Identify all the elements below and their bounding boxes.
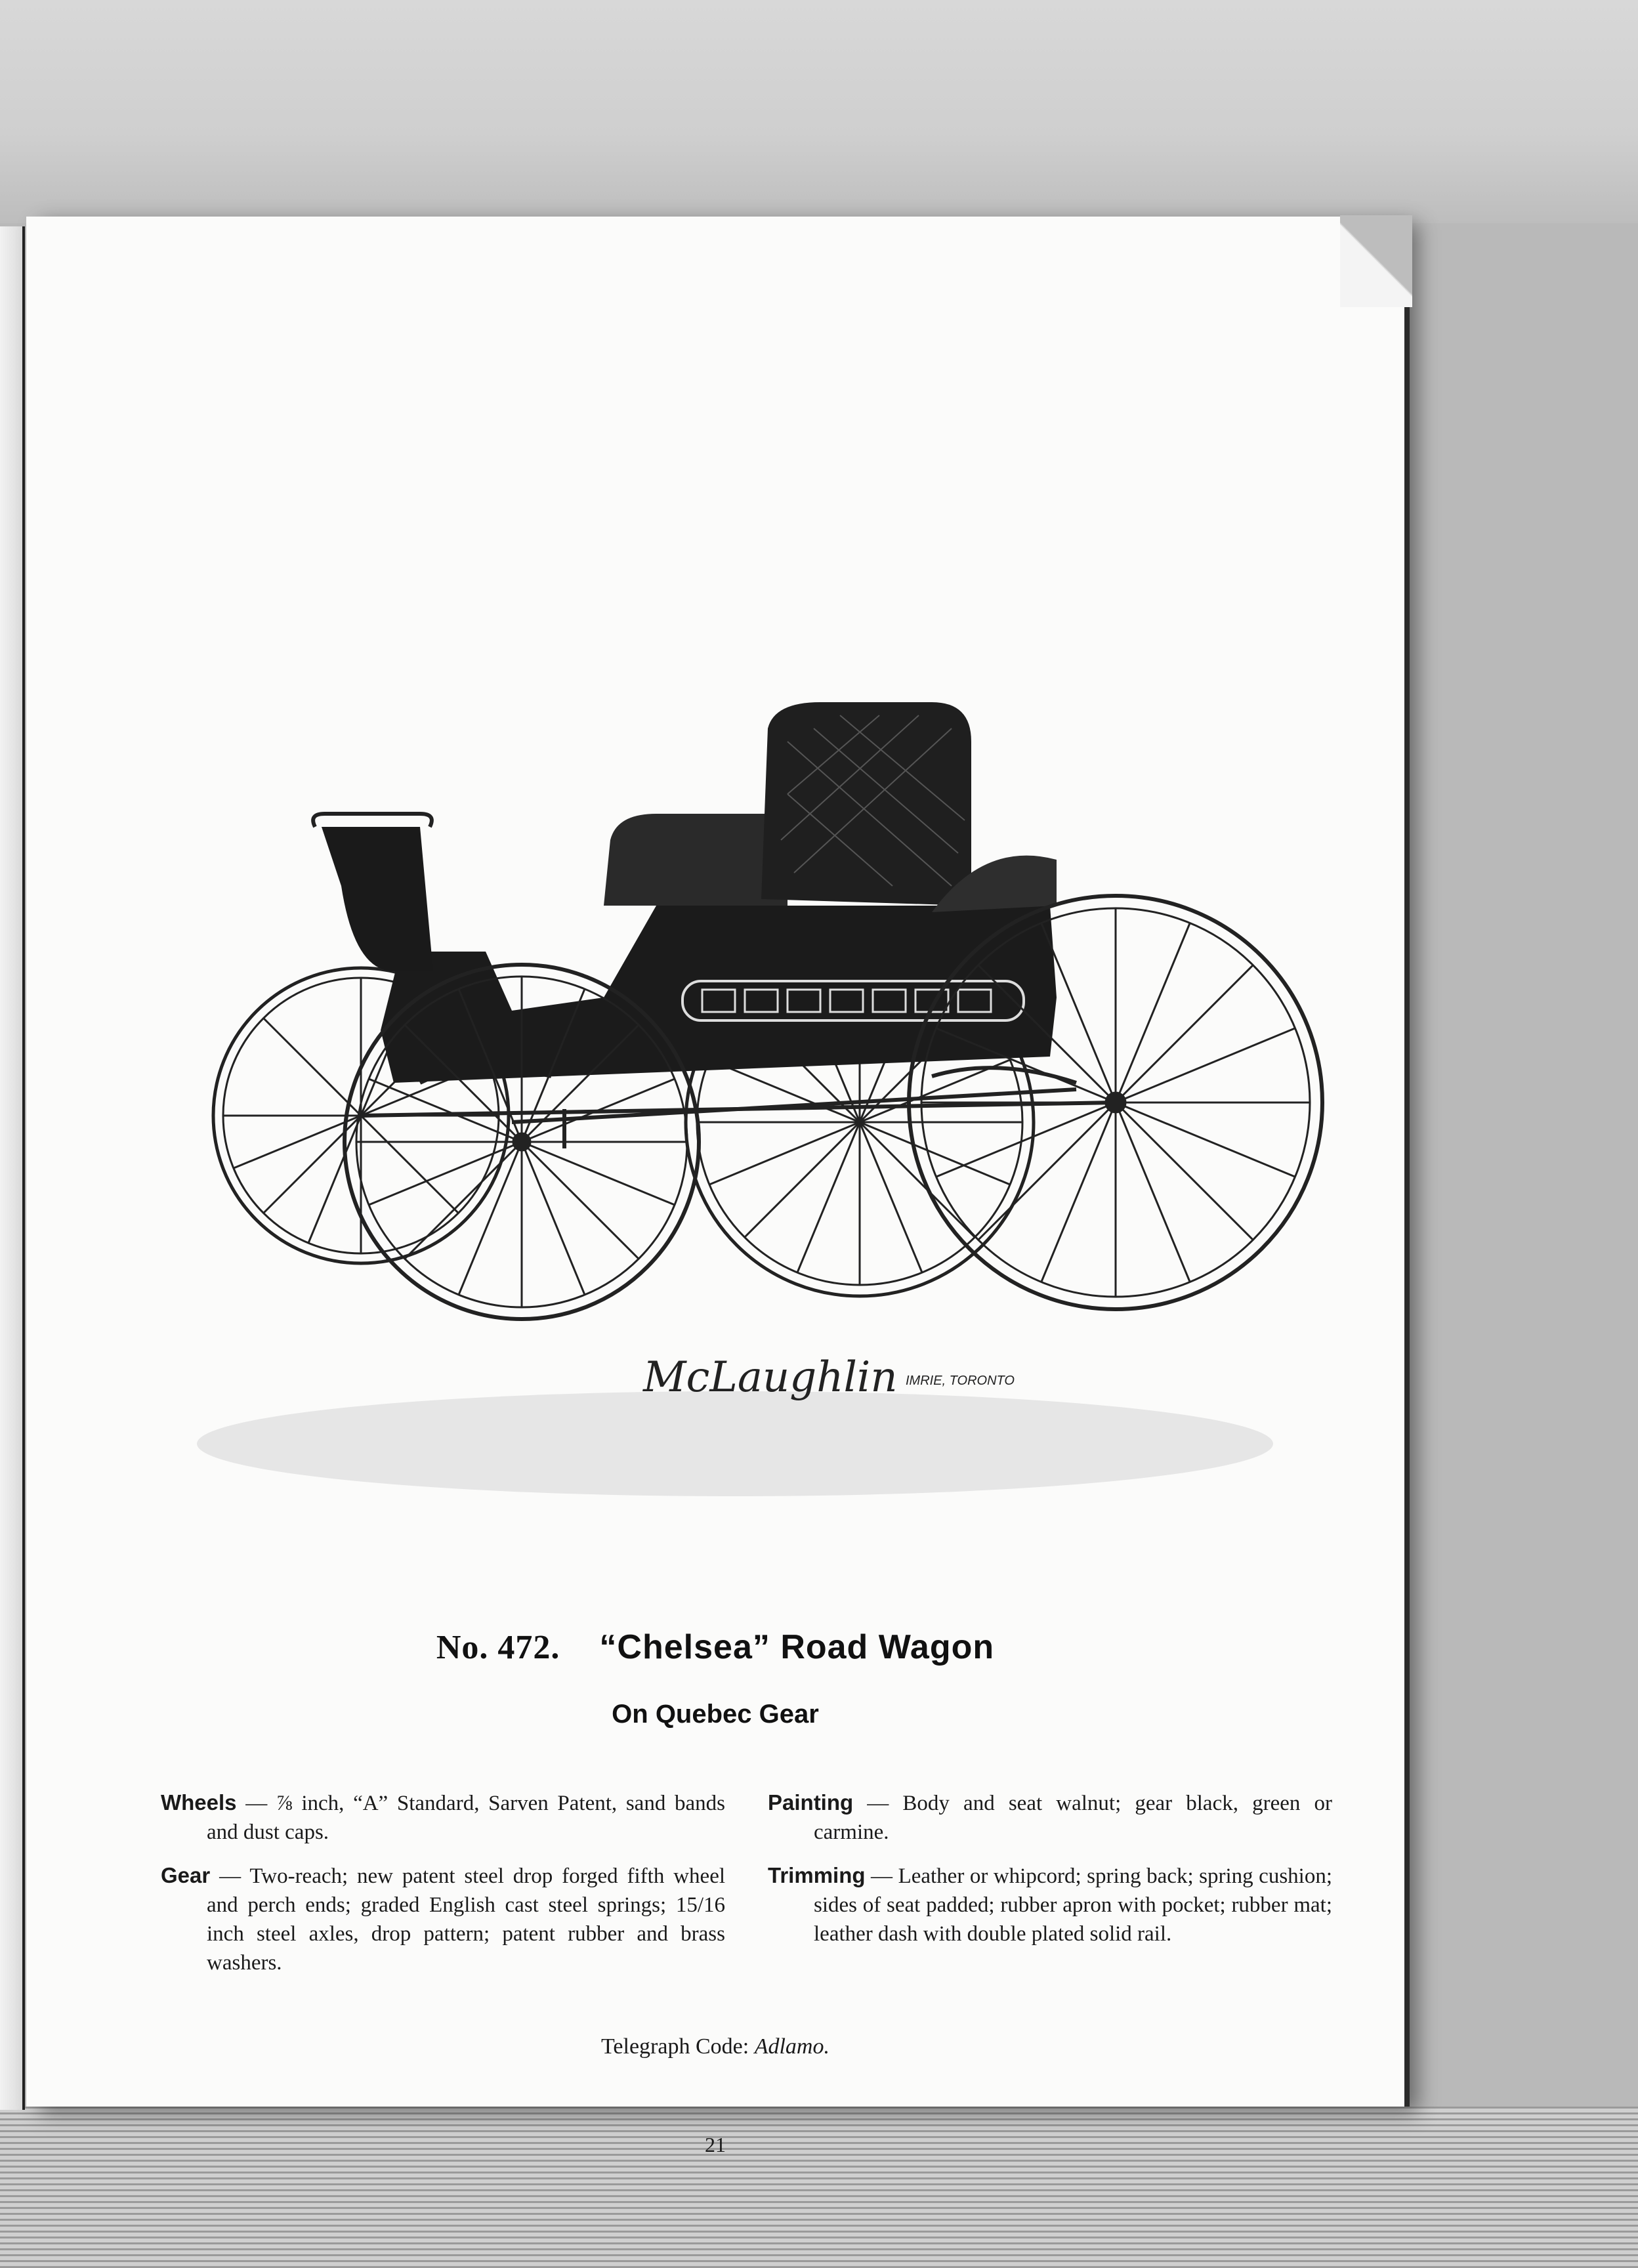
spec-trimming: Trimming — Leather or whipcord; spring back; spring cushion; sides of seat padded; rubber apron with pocket; rubber mat; leather dash with double plated solid rail. <box>768 1863 1332 1946</box>
wagon-body <box>313 702 1057 1083</box>
ground-shadow <box>197 1391 1273 1496</box>
specs-left-column <box>161 1788 725 1992</box>
model-title <box>26 1628 1404 1667</box>
running-gear <box>361 1068 1116 1148</box>
model-subtitle: On Quebec Gear <box>612 1700 819 1729</box>
scan-background-top <box>0 0 1638 223</box>
spec-painting: Painting — Body and seat walnut; gear black, green or carmine. <box>768 1790 1332 1844</box>
specs-right-column <box>768 1788 1332 1963</box>
spec-gear: Gear — Two-reach; new patent steel drop forged fifth wheel and perch ends; graded English cast steel springs; 15/16 inch steel axles, drop pattern; patent rubber and brass washers. <box>161 1863 726 1975</box>
page-number: 21 <box>705 2133 726 2156</box>
engraver-imprint: IMRIE, TORONTO <box>906 1374 1015 1388</box>
mclaughlin-signature: McLaughlin <box>643 1353 898 1402</box>
catalog-page <box>26 217 1404 2156</box>
front-near-wheel <box>345 965 699 1319</box>
road-wagon-illustration <box>144 689 1326 1542</box>
scan-background-bottom <box>0 2107 1638 2268</box>
model-name: “Chelsea” Road Wagon <box>599 1628 995 1666</box>
model-number: No. 472. <box>436 1629 560 1666</box>
telegraph-code: Telegraph Code: Adlamo. <box>601 2034 830 2059</box>
left-page-edge <box>0 226 25 2110</box>
spec-wheels: Wheels — ⅞ inch, “A” Standard, Sarven Patent, sand bands and dust caps. <box>161 1790 725 1844</box>
folded-corner <box>1340 215 1412 307</box>
